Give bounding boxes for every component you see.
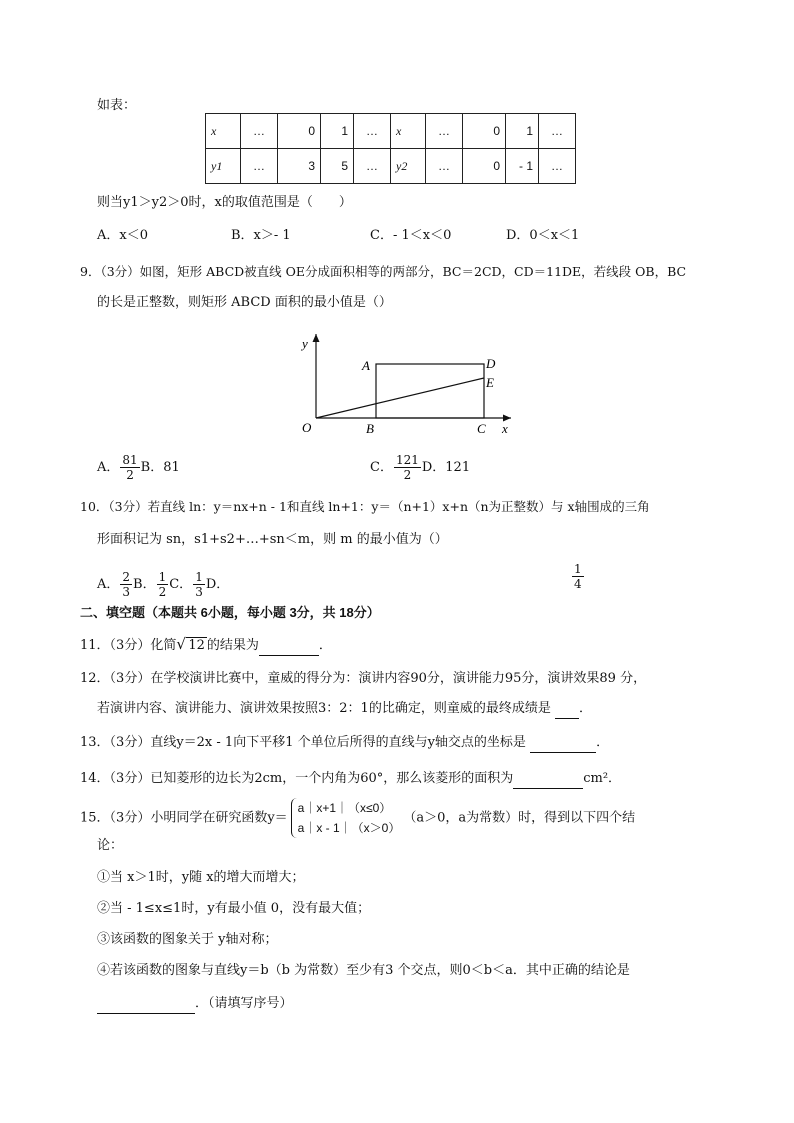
table-cell: … — [539, 149, 576, 184]
numerator: 1 — [574, 562, 582, 576]
label-a: A — [362, 358, 370, 373]
label-o: O — [302, 420, 312, 435]
case-2: a｜x - 1｜（x＞0） — [297, 821, 401, 835]
q8-stem: 则当y1＞y2＞0时，x的取值范围是（ ） — [97, 195, 352, 210]
numerator: 81 — [122, 453, 138, 467]
q9-c-fraction — [394, 453, 421, 482]
q10-b-fraction — [157, 570, 169, 599]
q12-end: ． — [578, 701, 592, 716]
table-row — [206, 114, 576, 149]
intro-text: 如表： — [97, 98, 137, 113]
table-cell: 0 — [463, 149, 506, 184]
q12-line1: 12．（3分）在学校演讲比赛中，童威的得分为：演讲内容90分，演讲能力95分，演讲效果89 分， — [80, 671, 647, 686]
denominator: 2 — [158, 585, 167, 599]
numerator: 2 — [122, 570, 131, 584]
q12-text: 若演讲内容、演讲能力、演讲效果按照3：2：1的比确定，则童威的最终成绩是 — [97, 701, 551, 716]
q15-prefix: 15．（3分）小明同学在研究函数y＝ — [80, 810, 288, 826]
q14-end: cm²． — [583, 771, 622, 786]
table-cell: … — [354, 114, 391, 149]
q9-option-b: B．81 — [140, 460, 180, 475]
sqrt-sign: √ — [176, 635, 186, 653]
numerator: 121 — [395, 453, 419, 467]
q13-answer-blank[interactable] — [530, 738, 596, 753]
q9-options-cd — [370, 453, 470, 482]
numerator: 1 — [158, 570, 167, 584]
q15-line-end — [97, 994, 293, 1014]
q10-line1: 10．（3分）若直线 ln：y＝nx+n - 1和直线 ln+1：y＝（n+1）x+n（n为正整数）与 x轴围成的三角 — [80, 499, 650, 514]
y-axis-arrow — [313, 334, 320, 342]
label-d: D — [486, 356, 496, 371]
table-cell: x — [206, 114, 241, 149]
denominator: 3 — [122, 585, 131, 599]
value-table — [205, 113, 576, 184]
q15-statement-3: ③该函数的图象关于 y轴对称； — [97, 932, 278, 947]
table-row — [206, 149, 576, 184]
section-2-heading: 二、填空题（本题共 6小题，每小题 3分，共 18分） — [80, 605, 380, 620]
q15-statement-4: ④若该函数的图象与直线y＝b（b 为常数）至少有3 个交点，则0＜b＜a．其中正确的结论是 — [97, 963, 630, 978]
q10-c-fraction — [193, 570, 205, 599]
q12-answer-blank[interactable] — [555, 704, 579, 719]
q10-b-prefix: B． — [133, 577, 156, 592]
table-cell: 0 — [463, 114, 506, 149]
side-fraction — [572, 562, 584, 591]
q10-a-fraction — [120, 570, 132, 599]
q11-end: ． — [318, 638, 332, 653]
q10-a-prefix: A． — [97, 577, 120, 592]
q15-statement-2: ②当 - 1≤x≤1时，y有最小值 0，没有最大值； — [97, 901, 371, 916]
table-cell: y1 — [206, 149, 241, 184]
q14-answer-blank[interactable] — [513, 774, 583, 789]
q15-end: ．（请填写序号） — [195, 996, 293, 1011]
line-oe — [316, 378, 484, 418]
q15-statement-1: ①当 x＞1时，y随 x的增大而增大； — [97, 870, 305, 885]
table-cell: 5 — [321, 149, 354, 184]
q9-figure — [296, 330, 526, 440]
table-cell: 1 — [506, 114, 539, 149]
q9-line2: 的长是正整数，则矩形 ABCD 面积的最小值是（） — [97, 295, 392, 310]
q11-answer-blank[interactable] — [259, 641, 319, 656]
case-1: a｜x+1｜（x≤0） — [297, 801, 392, 815]
q10-d-prefix: D． — [205, 577, 230, 592]
q9-options-ab — [97, 453, 180, 482]
label-b: B — [366, 421, 374, 436]
table-cell: 0 — [278, 114, 321, 149]
q15-post: （a＞0，a为常数）时，得到以下四个结 — [403, 810, 636, 826]
q11-post: 的结果为 — [206, 638, 259, 653]
table-cell: - 1 — [506, 149, 539, 184]
q11 — [80, 636, 332, 656]
table-cell: … — [241, 114, 278, 149]
numerator: 1 — [195, 570, 203, 584]
radicand: 12 — [188, 638, 205, 653]
table-cell: … — [354, 149, 391, 184]
table-cell: … — [426, 114, 463, 149]
q10-line2: 形面积记为 sn，s1+s2+…+sn＜m，则 m 的最小值为（） — [97, 532, 448, 547]
q15-line1 — [80, 798, 635, 838]
q13-end: ． — [596, 735, 610, 750]
q13 — [80, 733, 609, 753]
q15-piecewise — [291, 798, 401, 838]
q9-option-d: D．121 — [421, 460, 471, 475]
q8-option-d: D．0＜x＜1 — [506, 228, 580, 243]
q9-a-fraction — [120, 453, 139, 482]
q9-line1: 9．（3分）如图，矩形 ABCD被直线 OE分成面积相等的两部分，BC＝2CD，CD＝11DE，若线段 OB，BC — [80, 264, 687, 279]
q8-option-b: B．x＞- 1 — [231, 228, 291, 243]
denominator: 3 — [195, 585, 203, 599]
table-cell: y2 — [391, 149, 426, 184]
q10-side-fraction — [571, 562, 585, 591]
table-cell: 3 — [278, 149, 321, 184]
table-cell: 1 — [321, 114, 354, 149]
q14-text: 14．（3分）已知菱形的边长为2cm，一个内角为60°，那么该菱形的面积为 — [80, 771, 514, 786]
q15-answer-blank[interactable] — [97, 999, 195, 1014]
table-cell: x — [391, 114, 426, 149]
denominator: 4 — [574, 577, 582, 591]
q11-sqrt — [176, 636, 207, 656]
q14 — [80, 769, 621, 789]
denominator: 2 — [126, 468, 134, 482]
q10-c-prefix: C． — [169, 577, 193, 592]
q12-line2 — [97, 699, 592, 719]
table-cell: … — [539, 114, 576, 149]
q9-c-prefix: C． — [370, 460, 393, 475]
q9-a-prefix: A． — [97, 460, 120, 475]
q8-option-a: A．x＜0 — [97, 228, 148, 243]
table-cell: … — [426, 149, 463, 184]
q8-option-c: C．- 1＜x＜0 — [370, 228, 452, 243]
label-c: C — [477, 421, 486, 436]
label-x: x — [502, 421, 508, 436]
label-y: y — [302, 336, 308, 351]
label-e: E — [486, 375, 494, 390]
denominator: 2 — [403, 468, 412, 482]
table-cell: … — [241, 149, 278, 184]
q10-options — [97, 570, 229, 599]
q11-prefix: 11．（3分）化简 — [80, 638, 177, 653]
q13-text: 13．（3分）直线y＝2x - 1向下平移1 个单位后所得的直线与y轴交点的坐标是 — [80, 735, 526, 750]
q15-line2: 论： — [97, 838, 124, 853]
